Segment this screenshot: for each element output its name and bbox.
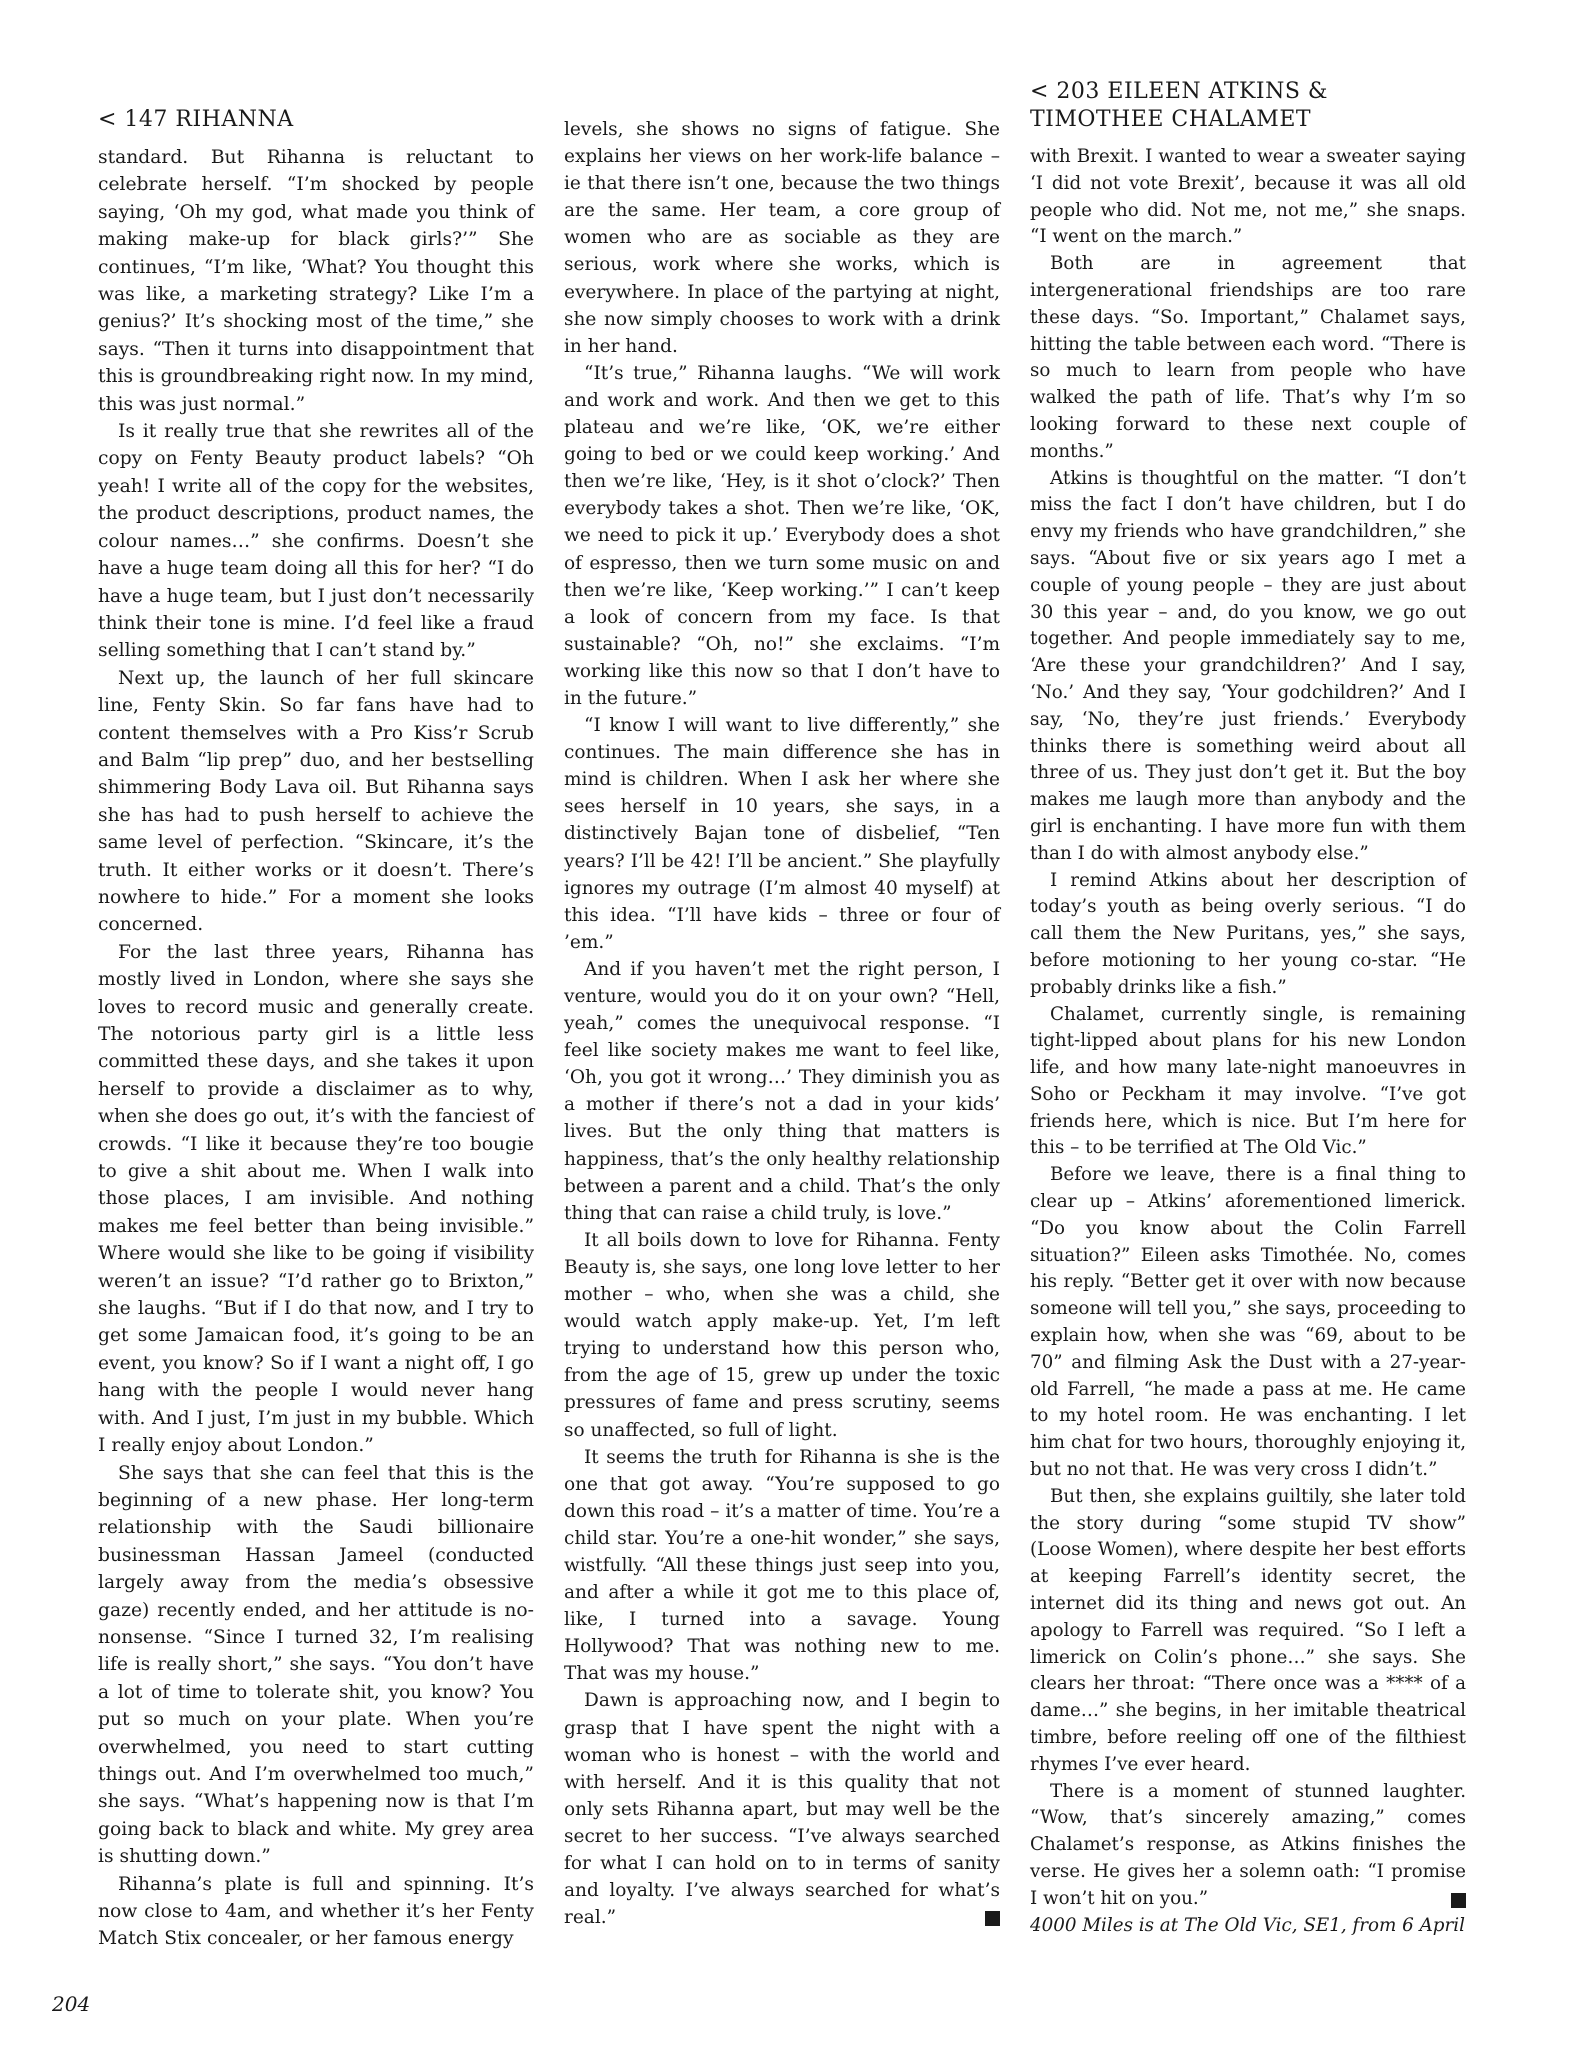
paragraph: Both are in agreement that intergenerational friendships are too rare these days. “So. Important,” Chalamet says, hitting the table between each word. “There is so much to learn from people who have walked the path of life. That’s why I’m so looking forward to these next couple of months.” xyxy=(1030,253,1466,462)
paragraph-last xyxy=(1030,1779,1466,1913)
paragraph: I remind Atkins about her description of today’s youth as being overly serious. “I do call them the New Puritans, yes,” she says, before motioning to her young co-star. “He probably drinks like a fish.” xyxy=(1030,869,1466,998)
paragraph-text: There is a moment of stunned laughter. “Wow, that’s sincerely amazing,” comes Chalamet’s response, as Atkins finishes the verse. He gives her a solemn oath: “I promise I won’t hit on you.” xyxy=(1030,1780,1466,1909)
paragraph: But then, she explains guiltily, she later told the story during “some stupid TV show” (Loose Women), where despite her best efforts at keeping Farrell’s identity secret, the internet did its thing and news got out. An apology to Farrell was required. “So I left a limerick on Colin’s phone…” she says. She clears her throat: “There once was a **** of a dame…” she begins, in her imitable theatrical timbre, before reeling off one of the filthiest rhymes I’ve ever heard. xyxy=(1030,1485,1466,1775)
column-1 xyxy=(98,78,534,1953)
paragraph: She says that she can feel that this is the beginning of a new phase. Her long-term relationship with the Saudi billionaire businessman Hassan Jameel (conducted largely away from the media’s obsessive gaze) recently ended, and her attitude is no-nonsense. “Since I turned 32, I’m realising life is really short,” she says. “You don’t have a lot of time to tolerate shit, you know? You put so much on your plate. When you’re overwhelmed, you need to start cutting things out. And I’m overwhelmed too much,” she says. “What’s happening now is that I’m going back to black and white. My grey area is shutting down.” xyxy=(98,1462,534,1868)
paragraph-text: Dawn is approaching now, and I begin to grasp that I have spent the night with a woman who is honest – with the world and with herself. And it is this quality that not only sets Rihanna apart, but may well be the secret to her success. “I’ve always searched for what I can hold on to in terms of sanity and loyalty. I’ve always searched for what’s real.” xyxy=(564,1690,1000,1929)
paragraph: And if you haven’t met the right person, I venture, would you do it on your own? “Hell, yeah,” comes the unequivocal response. “I feel like society makes me want to feel like, ‘Oh, you got it wrong…’ They diminish you as a mother if there’s not a dad in your kids’ lives. But the only thing that matters is happiness, that’s the only healthy relationship between a parent and a child. That’s the only thing that can raise a child truly, is love.” xyxy=(564,958,1000,1224)
paragraph: levels, she shows no signs of fatigue. She explains her views on her work-life balance – ie that there isn’t one, because the two things are the same. Her team, a core group of women who are as sociable as they are serious, work where she works, which is everywhere. In place of the partying at night, she now simply chooses to work with a drink in her hand. xyxy=(564,119,1000,357)
continued-header-atkins-chalamet: < 203 EILEEN ATKINS & TIMOTHEE CHALAMET xyxy=(1030,79,1329,132)
paragraph: Is it really true that she rewrites all of the copy on Fenty Beauty product labels? “Oh yeah! I write all of the copy for the websites, the product descriptions, product names, the colour names…” she confirms. Doesn’t she have a huge team doing all this for her? “I do have a huge team, but I just don’t necessarily think their tone is mine. I’d feel like a fraud selling something that I can’t stand by.” xyxy=(98,421,534,662)
paragraph-last xyxy=(564,1687,1000,1931)
paragraph: with Brexit. I wanted to wear a sweater saying ‘I did not vote Brexit’, because it was all old people who did. Not me, not me,” she snaps. “I went on the march.” xyxy=(1030,146,1466,248)
paragraph: Before we leave, there is a final thing to clear up – Atkins’ aforementioned limerick. “Do you know about the Colin Farrell situation?” Eileen asks Timothée. No, comes his reply. “Better get it over with now because someone will tell you,” she says, proceeding to explain how, when she was “69, about to be 70” and filming Ask the Dust with a 27-year-old Farrell, “he made a pass at me. He came to my hotel room. He was enchanting. I let him chat for two hours, thoroughly enjoying it, but no not that. He was very cross I didn’t.” xyxy=(1030,1164,1466,1481)
paragraph: Atkins is thoughtful on the matter. “I don’t miss the fact I don’t have children, but I do envy my friends who have grandchildren,” she says. “About five or six years ago I met a couple of young people – they are just about 30 this year – and, do you know, we go out together. And people immediately say to me, ‘Are these your grandchildren?’ And I say, ‘No.’ And they say, ‘Your godchildren?’ And I say, ‘No, they’re just friends.’ Everybody thinks there is something weird about all three of us. They just don’t get it. But the boy makes me laugh more than anybody and the girl is enchanting. I have more fun with them than I do with almost anybody else.” xyxy=(1030,467,1466,864)
paragraph: “It’s true,” Rihanna laughs. “We will work and work and work. And then we get to this plateau and we’re like, ‘OK, we’re either going to bed or we could keep working.’ And then we’re like, ‘Hey, is it shot o’clock?’ Then everybody takes a shot. Then we’re like, ‘OK, we need to pick it up.’ Everybody does a shot of espresso, then we turn some music on and then we’re like, ‘Keep working.’” I can’t keep a look of concern from my face. Is that sustainable? “Oh, no!” she exclaims. “I’m working like this now so that I don’t have to in the future.” xyxy=(564,362,1000,709)
continued-header-rihanna: < 147 RIHANNA xyxy=(98,107,294,132)
paragraph: Rihanna’s plate is full and spinning. It’s now close to 4am, and whether it’s her Fenty Match Stix concealer, or her famous energy xyxy=(98,1873,534,1950)
paragraph: It seems the truth for Rihanna is she is the one that got away. “You’re supposed to go down this road – it’s a matter of time. You’re a child star. You’re a one-hit wonder,” she says, wistfully. “All these things just seep into you, and after a while it got me to this place of, like, I turned into a savage. Young Hollywood? That was nothing new to me. That was my house.” xyxy=(564,1446,1000,1685)
column-2 xyxy=(564,116,1000,1931)
paragraph: It all boils down to love for Rihanna. Fenty Beauty is, she says, one long love letter to her mother – who, when she was a child, she would watch apply make-up. Yet, I’m left trying to understand how this person who, from the age of 15, grew up under the toxic pressures of fame and press scrutiny, seems so unaffected, so full of light. xyxy=(564,1229,1000,1441)
end-mark-icon xyxy=(985,1911,1000,1926)
paragraph: “I know I will want to live differently,” she continues. The main difference she has in mind is children. When I ask her where she sees herself in 10 years, she says, in a distinctively Bajan tone of disbelief, “Ten years? I’ll be 42! I’ll be ancient.” She playfully ignores my outrage (I’m almost 40 myself) at this idea. “I’ll have kids – three or four of ’em.” xyxy=(564,715,1000,953)
page-number: 204 xyxy=(52,1992,91,2016)
paragraph: standard. But Rihanna is reluctant to celebrate herself. “I’m shocked by people saying, ‘Oh my god, what made you think of making make-up for black girls?’” She continues, “I’m like, ‘What? You thought this was like, a marketing strategy? Like I’m a genius?’ It’s shocking most of the time,” she says. “Then it turns into disappointment that this is groundbreaking right now. In my mind, this was just normal.” xyxy=(98,147,534,415)
paragraph: Next up, the launch of her full skincare line, Fenty Skin. So far fans have had to content themselves with a Pro Kiss’r Scrub and Balm “lip prep” duo, and her bestselling shimmering Body Lava oil. But Rihanna says she has had to push herself to achieve the same level of perfection. “Skincare, it’s the truth. It either works or it doesn’t. There’s nowhere to hide.” For a moment she looks concerned. xyxy=(98,667,534,936)
end-mark-icon xyxy=(1451,1893,1466,1908)
column-3 xyxy=(1030,78,1466,1939)
paragraph: Chalamet, currently single, is remaining tight-lipped about plans for his new London life, and how many late-night manoeuvres in Soho or Peckham it may involve. “I’ve got friends here, which is nice. But I’m here for this – to be terrified at The Old Vic.” xyxy=(1030,1003,1466,1159)
paragraph: For the last three years, Rihanna has mostly lived in London, where she says she loves to record music and generally create. The notorious party girl is a little less committed these days, and she takes it upon herself to provide a disclaimer as to why, when she does go out, it’s with the fanciest of crowds. “I like it because they’re too bougie to give a shit about me. When I walk into those places, I am invisible. And nothing makes me feel better than being invisible.” Where would she like to be going if visibility weren’t an issue? “I’d rather go to Brixton,” she laughs. “But if I do that now, and I try to get some Jamaican food, it’s going to be an event, you know? So if I want a night off, I go hang with the people I would never hang with. And I just, I’m just in my bubble. Which I really enjoy about London.” xyxy=(98,941,534,1457)
show-credit: 4000 Miles is at The Old Vic, SE1, from 6 April xyxy=(1030,1914,1465,1936)
